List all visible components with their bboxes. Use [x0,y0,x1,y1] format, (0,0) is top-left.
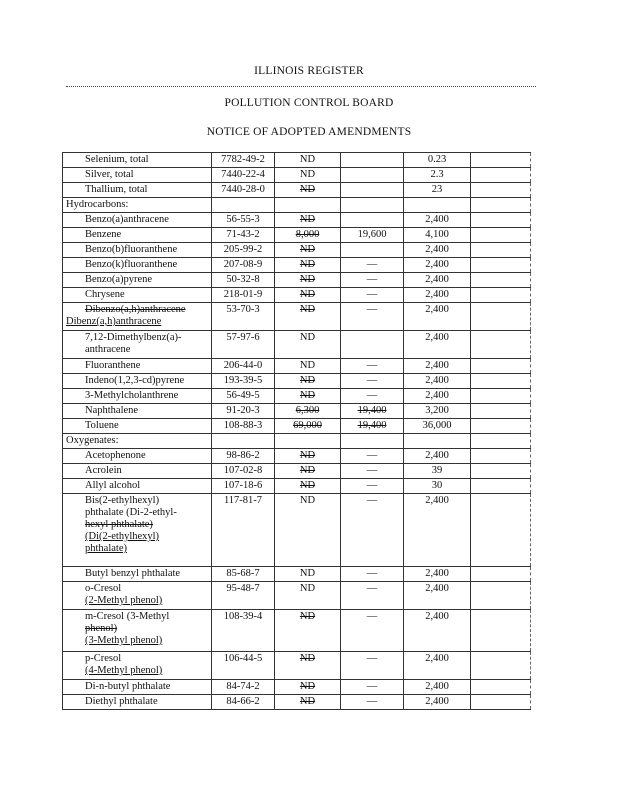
table-row [63,567,531,582]
register-title: ILLINOIS REGISTER [254,65,364,77]
constituent-name [63,582,212,610]
value-cell: — [341,610,404,652]
constituent-table [62,152,531,710]
constituent-name: Benzo(a)anthracene [63,213,212,228]
constituent-name: Benzene [63,228,212,243]
empty-cell [471,449,531,464]
limit-value: 0.23 [404,153,471,168]
value-cell: 19,400 [341,404,404,419]
value-cell: ND [275,680,341,695]
value-cell: — [341,567,404,582]
table-row [63,359,531,374]
table-row [63,494,531,567]
constituent-name [63,610,212,652]
table-row [63,258,531,273]
name-line: m-Cresol (3-Methyl [85,611,170,622]
value-cell: ND [275,389,341,404]
limit-value: 2,400 [404,288,471,303]
table-row [63,213,531,228]
cas-number: 193-39-5 [212,374,275,389]
name-line: phthalate (Di-2-ethyl- [85,507,177,518]
value-cell: ND [275,258,341,273]
constituent-name [63,494,212,567]
constituent-name: Acetophenone [63,449,212,464]
value-cell: — [341,449,404,464]
limit-value: 2,400 [404,680,471,695]
empty-cell [471,652,531,680]
empty-cell [471,434,531,449]
constituent-name: Chrysene [63,288,212,303]
name-line: p-Cresol [85,653,122,664]
table-row [63,680,531,695]
cas-number: 84-66-2 [212,695,275,710]
constituent-name: Di-n-butyl phthalate [63,680,212,695]
value-cell [341,168,404,183]
limit-value: 2,400 [404,389,471,404]
value-cell: 8,000 [275,228,341,243]
value-cell: ND [275,494,341,567]
value-cell: ND [275,695,341,710]
value-cell: ND [275,567,341,582]
table-row [63,449,531,464]
limit-value: 2,400 [404,243,471,258]
limit-value: 4,100 [404,228,471,243]
cas-number: 56-55-3 [212,213,275,228]
value-cell: ND [275,213,341,228]
value-cell: ND [275,153,341,168]
empty-cell [341,198,404,213]
section-row [63,434,531,449]
limit-value: 30 [404,479,471,494]
empty-cell [471,610,531,652]
limit-value: 2,400 [404,213,471,228]
limit-value: 36,000 [404,419,471,434]
value-cell: ND [275,168,341,183]
constituent-name: Benzo(b)fluoranthene [63,243,212,258]
table-row [63,695,531,710]
name-line: o-Cresol [85,583,122,594]
table-row [63,374,531,389]
value-cell: ND [275,610,341,652]
cas-number: 85-68-7 [212,567,275,582]
cas-number: 207-08-9 [212,258,275,273]
constituent-name: Indeno(1,2,3-cd)pyrene [63,374,212,389]
limit-value: 2,400 [404,695,471,710]
value-cell [341,243,404,258]
limit-value: 2,400 [404,374,471,389]
name-line: (3-Methyl phenol) [85,635,163,646]
cas-number: 107-18-6 [212,479,275,494]
value-cell: ND [275,652,341,680]
limit-value: 2,400 [404,567,471,582]
section-label: Hydrocarbons: [63,198,212,213]
cas-number: 206-44-0 [212,359,275,374]
constituent-name [63,331,212,359]
value-cell: — [341,273,404,288]
cas-number: 98-86-2 [212,449,275,464]
limit-value: 23 [404,183,471,198]
notice-title: NOTICE OF ADOPTED AMENDMENTS [206,126,412,138]
table-row [63,404,531,419]
constituent-name: Fluoranthene [63,359,212,374]
value-cell: 19,400 [341,419,404,434]
value-cell: 19,600 [341,228,404,243]
constituent-name: Naphthalene [63,404,212,419]
name-line: 7,12-Dimethylbenz(a)- [85,332,182,343]
limit-value: 3,200 [404,404,471,419]
value-cell: — [341,695,404,710]
limit-value: 2,400 [404,331,471,359]
value-cell: — [341,494,404,567]
cas-number: 56-49-5 [212,389,275,404]
value-cell: ND [275,331,341,359]
name-line: phthalate) [85,543,127,554]
empty-cell [471,419,531,434]
table-row [63,288,531,303]
cas-number: 71-43-2 [212,228,275,243]
empty-cell [471,479,531,494]
cas-number: 91-20-3 [212,404,275,419]
cas-number: 7440-22-4 [212,168,275,183]
name-line: phenol) [85,623,118,634]
value-cell: ND [275,374,341,389]
table-row [63,273,531,288]
limit-value: 2,400 [404,303,471,331]
limit-value: 2,400 [404,273,471,288]
table-row [63,153,531,168]
empty-cell [471,464,531,479]
value-cell: — [341,288,404,303]
section-label: Oxygenates: [63,434,212,449]
value-cell: ND [275,273,341,288]
limit-value: 2,400 [404,494,471,567]
value-cell: — [341,389,404,404]
empty-cell [275,198,341,213]
value-cell: ND [275,359,341,374]
empty-cell [471,389,531,404]
table-row [63,243,531,258]
empty-cell [471,168,531,183]
empty-cell [471,228,531,243]
table-row [63,464,531,479]
cas-number: 117-81-7 [212,494,275,567]
value-cell [341,153,404,168]
value-cell: — [341,303,404,331]
value-cell [341,213,404,228]
empty-cell [212,198,275,213]
cas-number: 108-88-3 [212,419,275,434]
value-cell [341,183,404,198]
constituent-name: Selenium, total [63,153,212,168]
value-cell: 69,000 [275,419,341,434]
constituent-name: 3-Methylcholanthrene [63,389,212,404]
table-row [63,389,531,404]
empty-cell [471,153,531,168]
empty-cell [471,288,531,303]
empty-cell [471,198,531,213]
value-cell: ND [275,288,341,303]
value-cell: — [341,652,404,680]
table-row [63,183,531,198]
table-row [63,652,531,680]
empty-cell [471,494,531,567]
value-cell: ND [275,464,341,479]
value-cell: — [341,359,404,374]
table-row [63,168,531,183]
empty-cell [471,359,531,374]
table-row [63,228,531,243]
empty-cell [471,331,531,359]
value-cell: ND [275,582,341,610]
cas-number: 205-99-2 [212,243,275,258]
table-row [63,610,531,652]
cas-number: 107-02-8 [212,464,275,479]
limit-value: 2,400 [404,610,471,652]
constituent-name: Thallium, total [63,183,212,198]
constituent-name: Allyl alcohol [63,479,212,494]
value-cell: — [341,258,404,273]
cas-number: 84-74-2 [212,680,275,695]
value-cell: — [341,374,404,389]
name-line: Bis(2-ethylhexyl) [85,495,160,506]
limit-value: 2,400 [404,258,471,273]
constituent-name [63,652,212,680]
value-cell: ND [275,479,341,494]
empty-cell [341,434,404,449]
constituent-name: Toluene [63,419,212,434]
board-title: POLLUTION CONTROL BOARD [224,97,394,109]
constituent-name: Diethyl phthalate [63,695,212,710]
name-line: (4-Methyl phenol) [85,665,163,676]
header-rule [66,86,536,87]
empty-cell [471,243,531,258]
cas-number: 7440-28-0 [212,183,275,198]
constituent-name: Acrolein [63,464,212,479]
table-row [63,303,531,331]
name-line: anthracene [85,344,131,355]
empty-cell [404,434,471,449]
value-cell: 6,300 [275,404,341,419]
table-row [63,479,531,494]
constituent-name: Silver, total [63,168,212,183]
cas-number: 218-01-9 [212,288,275,303]
constituent-name [63,303,212,331]
name-line: (2-Methyl phenol) [85,595,163,606]
empty-cell [471,183,531,198]
name-line: Dibenz(a,h)anthracene [66,316,162,327]
cas-number: 95-48-7 [212,582,275,610]
value-cell: — [341,479,404,494]
limit-value: 39 [404,464,471,479]
value-cell [341,331,404,359]
empty-cell [471,258,531,273]
empty-cell [471,374,531,389]
constituent-name: Butyl benzyl phthalate [63,567,212,582]
name-line: Dibenzo(a,h)anthracene [85,304,186,315]
empty-cell [471,582,531,610]
empty-cell [471,695,531,710]
limit-value: 2,400 [404,582,471,610]
value-cell: — [341,680,404,695]
name-line: (Di(2-ethylhexyl) [85,531,160,542]
table-row [63,331,531,359]
limit-value: 2,400 [404,652,471,680]
section-row [63,198,531,213]
empty-cell [275,434,341,449]
value-cell: ND [275,243,341,258]
limit-value: 2.3 [404,168,471,183]
empty-cell [212,434,275,449]
cas-number: 7782-49-2 [212,153,275,168]
empty-cell [471,404,531,419]
table-body [63,153,531,710]
value-cell: ND [275,183,341,198]
empty-cell [471,273,531,288]
empty-cell [471,567,531,582]
empty-cell [471,213,531,228]
empty-cell [471,303,531,331]
cas-number: 57-97-6 [212,331,275,359]
table-row [63,582,531,610]
table-row [63,419,531,434]
constituent-name: Benzo(k)fluoranthene [63,258,212,273]
cas-number: 106-44-5 [212,652,275,680]
value-cell: ND [275,303,341,331]
cas-number: 53-70-3 [212,303,275,331]
value-cell: ND [275,449,341,464]
value-cell: — [341,582,404,610]
limit-value: 2,400 [404,359,471,374]
empty-cell [471,680,531,695]
cas-number: 108-39-4 [212,610,275,652]
constituent-name: Benzo(a)pyrene [63,273,212,288]
limit-value: 2,400 [404,449,471,464]
value-cell: — [341,464,404,479]
cas-number: 50-32-8 [212,273,275,288]
name-line: hexyl phthalate) [85,519,153,530]
empty-cell [404,198,471,213]
